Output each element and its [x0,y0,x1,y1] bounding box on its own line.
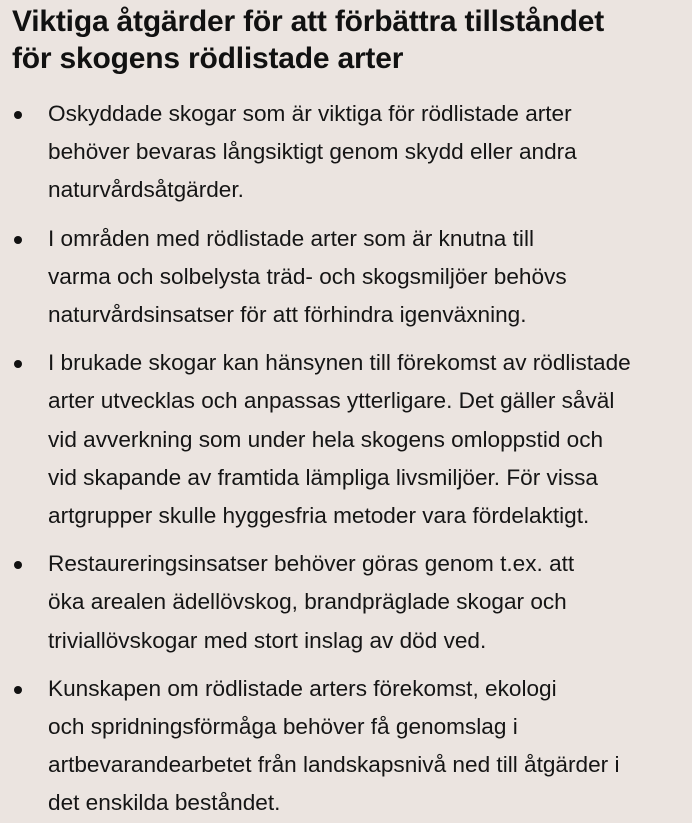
bullet-item-5 [12,670,684,823]
bullet-text-line: I områden med rödlistade arter som är knutna till [48,225,534,251]
bullet-text-line: Oskyddade skogar som är viktiga för rödlistade arter [48,101,572,126]
bullet-text-line: och spridningsförmåga behöver få genomslag i [48,714,518,740]
page-title [12,3,684,77]
bullet-text-line: Restaureringsinsatser behöver göras genom t.ex. att [48,551,575,577]
bullet-icon [14,561,22,569]
bullet-icon [14,360,22,368]
bullet-icon [14,686,22,694]
bullet-text-line: behöver bevaras långsiktigt genom skydd eller andra [48,139,577,165]
bullet-item-2 [12,220,684,335]
title-line-2: för skogens rödlistade arter [12,42,404,75]
bullet-text-line: arter utvecklas och anpassas ytterligare. Det gäller såväl [48,388,615,414]
bullet-text-line: Kunskapen om rödlistade arters förekomst, ekologi [48,675,557,701]
bullet-text-line: öka arealen ädellövskog, brandpräglade skogar och [48,589,567,615]
bullet-text-line: vid skapande av framtida lämpliga livsmiljöer. För vissa [48,464,598,490]
bullet-text-line: naturvårdsinsatser för att förhindra igenväxning. [48,302,527,328]
bullet-icon [14,236,22,244]
bullet-item-4 [12,545,684,660]
bullet-text-line: I brukade skogar kan hänsynen till förekomst av rödlistade [48,350,631,376]
bullet-item-1 [12,95,684,210]
bullet-text-line: artbevarandearbetet från landskapsnivå ned till åtgärder i [48,752,620,778]
title-line-1: Viktiga åtgärder för att förbättra tillståndet [12,5,605,38]
bullet-text-line: artgrupper skulle hyggesfria metoder vara fördelaktigt. [48,503,590,529]
bullet-list [12,95,684,823]
bullet-text-line: triviallövskogar med stort inslag av död ved. [48,627,487,653]
bullet-text-line: det enskilda beståndet. [48,790,281,816]
bullet-item-3 [12,344,684,535]
bullet-text-line: vid avverkning som under hela skogens omloppstid och [48,426,604,452]
bullet-icon [14,111,22,119]
bullet-text-line: naturvårdsåtgärder. [48,177,244,203]
bullet-text-line: varma och solbelysta träd- och skogsmiljöer behövs [48,263,567,289]
